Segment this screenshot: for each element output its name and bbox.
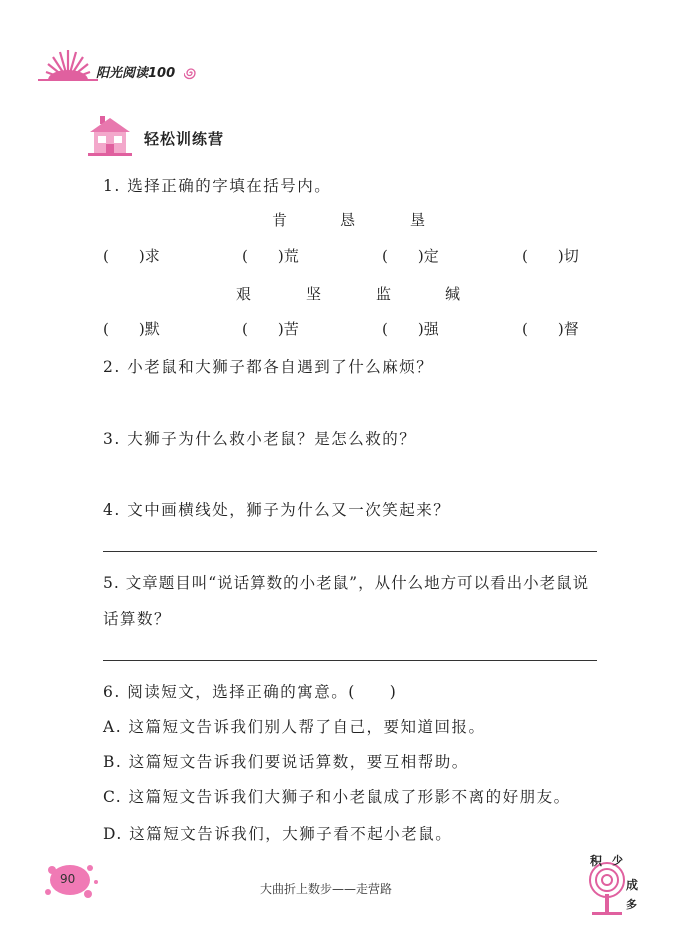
answer-line[interactable] [103, 551, 597, 552]
badge-char: 多 [626, 898, 637, 911]
page-number: 90 [60, 872, 76, 886]
fill-blank[interactable]: ( )默 [103, 320, 160, 338]
section-heading [86, 114, 286, 156]
option-b[interactable]: B. 这篇短文告诉我们要说话算数，要互相帮助。 [103, 753, 469, 771]
series-title: 阳光阅读100 [96, 66, 176, 81]
section-title: 轻松训练营 [144, 130, 225, 148]
fill-blank[interactable]: ( )定 [382, 247, 439, 265]
corner-badge [574, 852, 648, 918]
option-char: 肯 [272, 211, 288, 229]
question-5-prompt-line2: 话算数？ [103, 610, 172, 628]
question-3-prompt: 3. 大狮子为什么救小老鼠？是怎么救的？ [103, 430, 417, 448]
option-char: 缄 [445, 285, 461, 303]
fill-blank[interactable]: ( )苦 [242, 320, 299, 338]
fill-blank[interactable]: ( )切 [522, 247, 579, 265]
option-char: 艰 [236, 285, 252, 303]
question-1-prompt: 1. 选择正确的字填在括号内。 [103, 177, 332, 195]
fill-blank[interactable]: ( )求 [103, 247, 160, 265]
question-6-prompt: 6. 阅读短文，选择正确的寓意。( ) [103, 683, 398, 701]
option-a[interactable]: A. 这篇短文告诉我们别人帮了自己，要知道回报。 [103, 718, 486, 736]
swirl-icon [184, 66, 198, 80]
footer-motto: 大曲折上数步——走营路 [260, 882, 393, 896]
option-char: 监 [376, 285, 392, 303]
question-4-prompt: 4. 文中画横线处，狮子为什么又一次笑起来？ [103, 501, 451, 519]
badge-char: 成 [626, 878, 639, 892]
header-logo [38, 46, 218, 86]
page-number-badge [40, 858, 100, 902]
badge-char: 积 [590, 854, 603, 868]
option-d[interactable]: D. 这篇短文告诉我们，大狮子看不起小老鼠。 [103, 825, 453, 843]
option-char: 垦 [410, 211, 426, 229]
badge-char: 少 [612, 854, 623, 867]
fill-blank[interactable]: ( )督 [522, 320, 579, 338]
option-c[interactable]: C. 这篇短文告诉我们大狮子和小老鼠成了形影不离的好朋友。 [103, 788, 571, 806]
option-char: 坚 [306, 285, 322, 303]
answer-line[interactable] [103, 660, 597, 661]
option-char: 恳 [340, 211, 356, 229]
question-2-prompt: 2. 小老鼠和大狮子都各自遇到了什么麻烦？ [103, 358, 434, 376]
question-5-prompt-line1: 5. 文章题目叫“说话算数的小老鼠”，从什么地方可以看出小老鼠说 [103, 574, 590, 592]
fill-blank[interactable]: ( )强 [382, 320, 439, 338]
house-icon [86, 114, 134, 156]
sunburst-icon [38, 48, 98, 82]
fill-blank[interactable]: ( )荒 [242, 247, 299, 265]
